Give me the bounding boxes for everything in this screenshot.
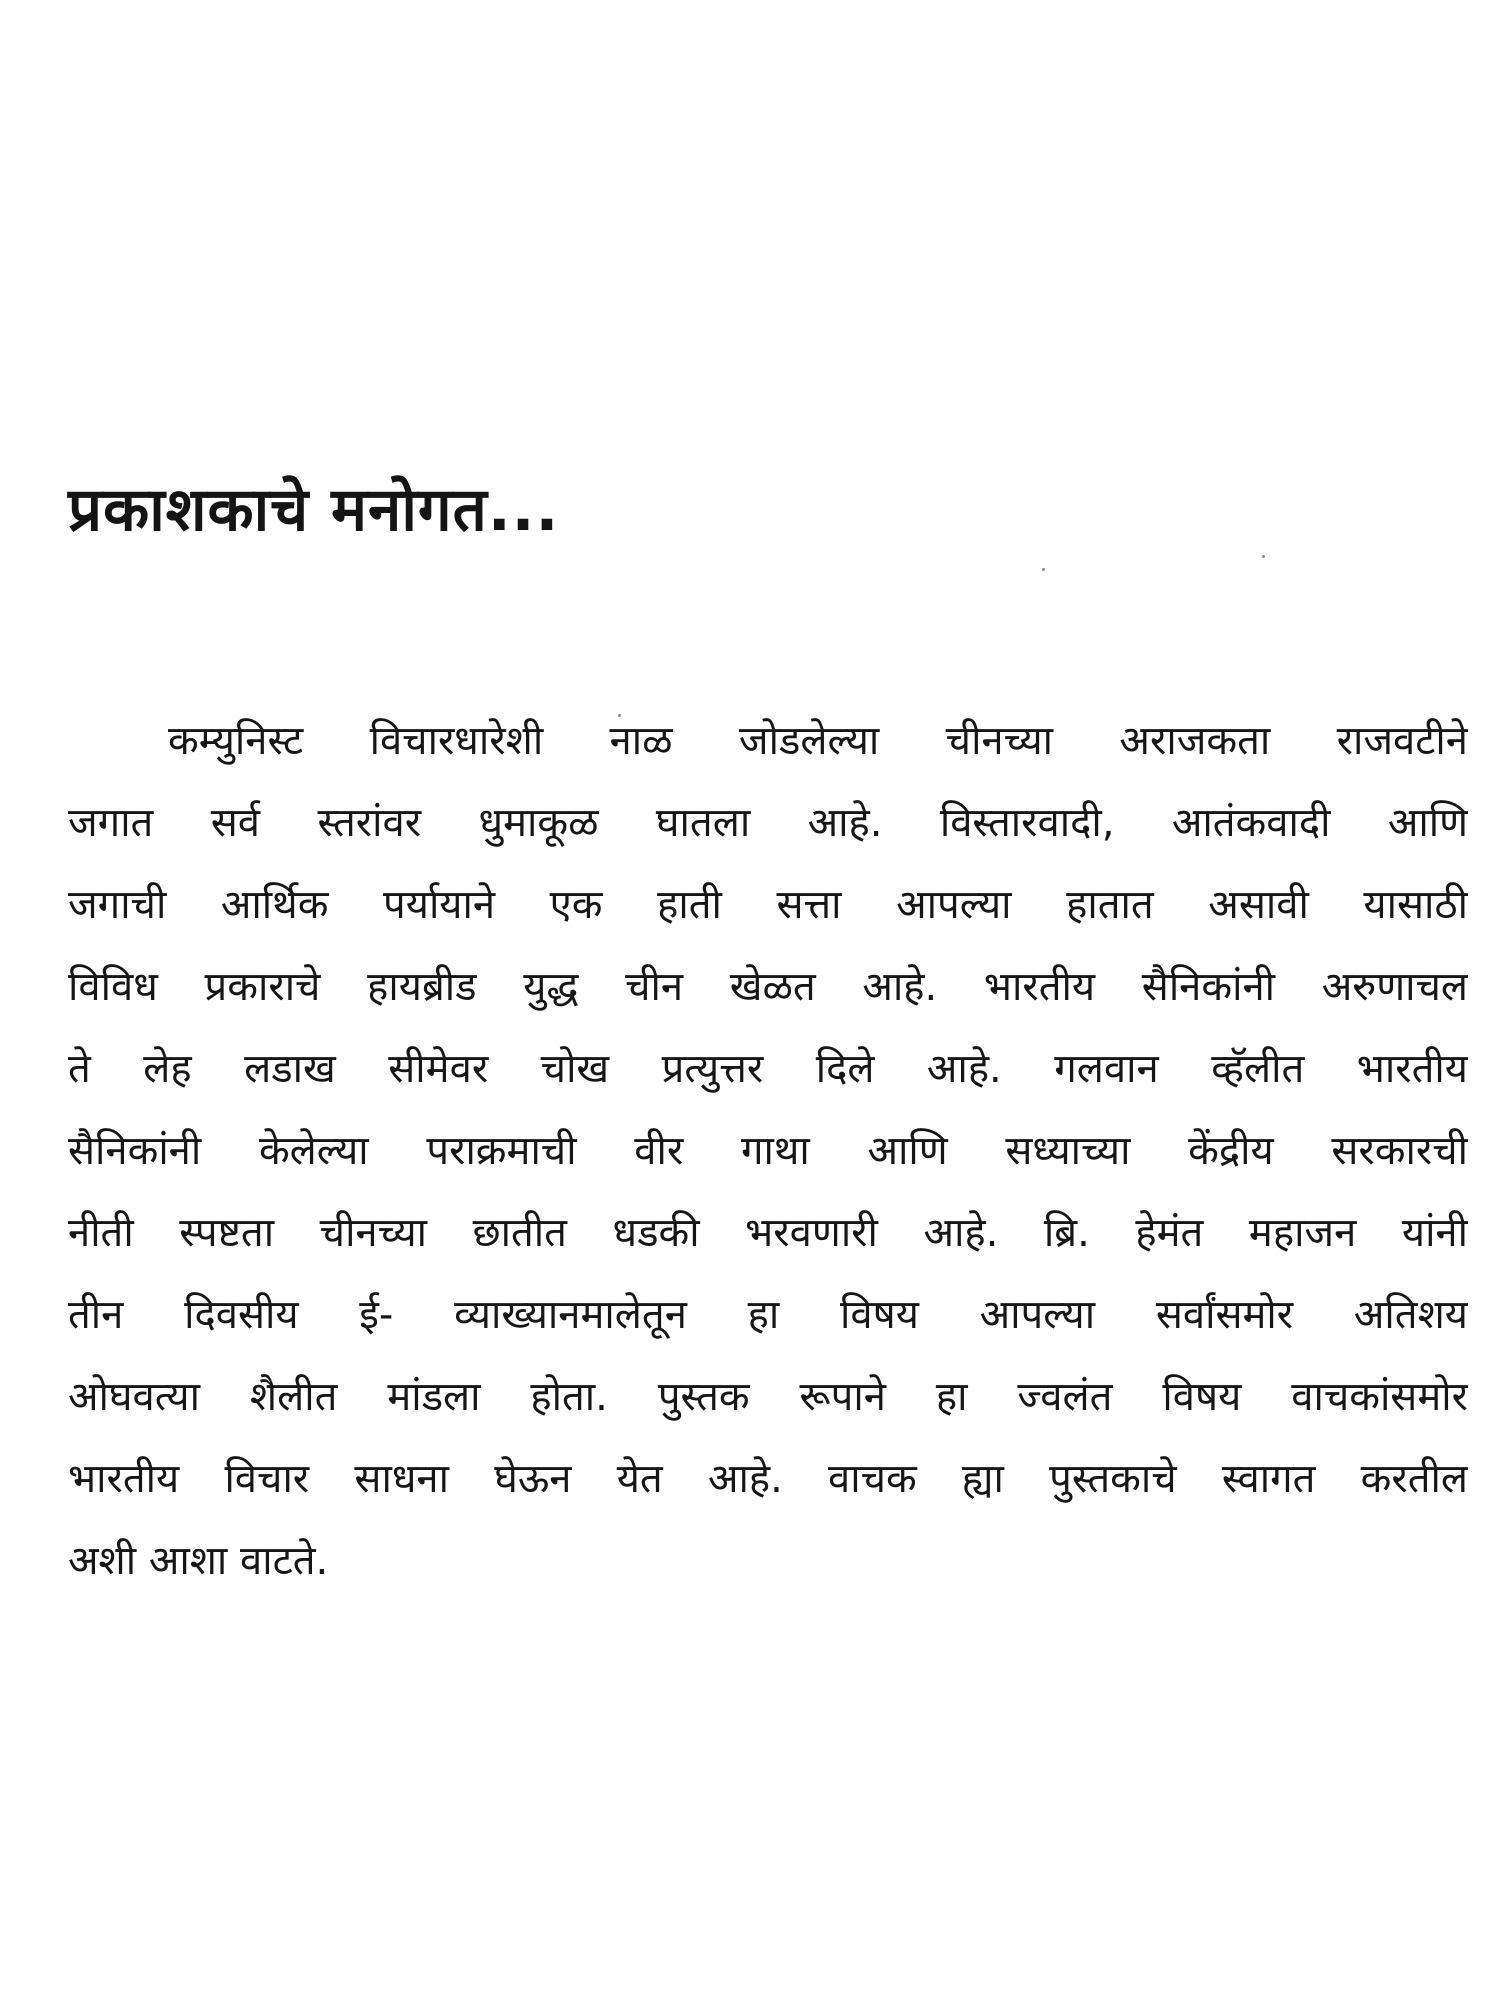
paragraph-line: नीती स्पष्टता चीनच्या छातीत धडकी भरवणारी आहे. ब्रि. हेमंत महाजन यांनी (68, 1210, 1468, 1256)
paragraph-line: सैनिकांनी केलेल्या पराक्रमाची वीर गाथा आणि सध्याच्या केंद्रीय सरकारची (68, 1128, 1468, 1174)
paragraph-line: कम्युनिस्ट विचारधारेशी नाळ जोडलेल्या चीनच्या अराजकता राजवटीने (168, 718, 1468, 764)
paragraph-line: अशी आशा वाटते. (68, 1538, 329, 1584)
paragraph-line: जगात सर्व स्तरांवर धुमाकूळ घातला आहे. विस्तारवादी, आतंकवादी आणि (68, 800, 1468, 846)
scan-speck (618, 714, 621, 717)
paragraph-line: ओघवत्या शैलीत मांडला होता. पुस्तक रूपाने हा ज्वलंत विषय वाचकांसमोर (68, 1374, 1468, 1420)
body-paragraph (68, 700, 1468, 1602)
paragraph-line: भारतीय विचार साधना घेऊन येत आहे. वाचक ह्या पुस्तकाचे स्वागत करतील (68, 1456, 1468, 1502)
scan-speck (1262, 555, 1265, 558)
paragraph-line: ते लेह लडाख सीमेवर चोख प्रत्युत्तर दिले आहे. गलवान व्हॅलीत भारतीय (68, 1046, 1468, 1092)
paragraph-line: तीन दिवसीय ई- व्याख्यानमालेतून हा विषय आपल्या सर्वांसमोर अतिशय (68, 1292, 1468, 1338)
page-heading: प्रकाशकाचे मनोगत... (68, 475, 560, 545)
scan-speck (1042, 568, 1045, 571)
paragraph-line: जगाची आर्थिक पर्यायाने एक हाती सत्ता आपल्या हातात असावी यासाठी (68, 882, 1468, 928)
paragraph-line: विविध प्रकाराचे हायब्रीड युद्ध चीन खेळत आहे. भारतीय सैनिकांनी अरुणाचल (68, 964, 1468, 1010)
